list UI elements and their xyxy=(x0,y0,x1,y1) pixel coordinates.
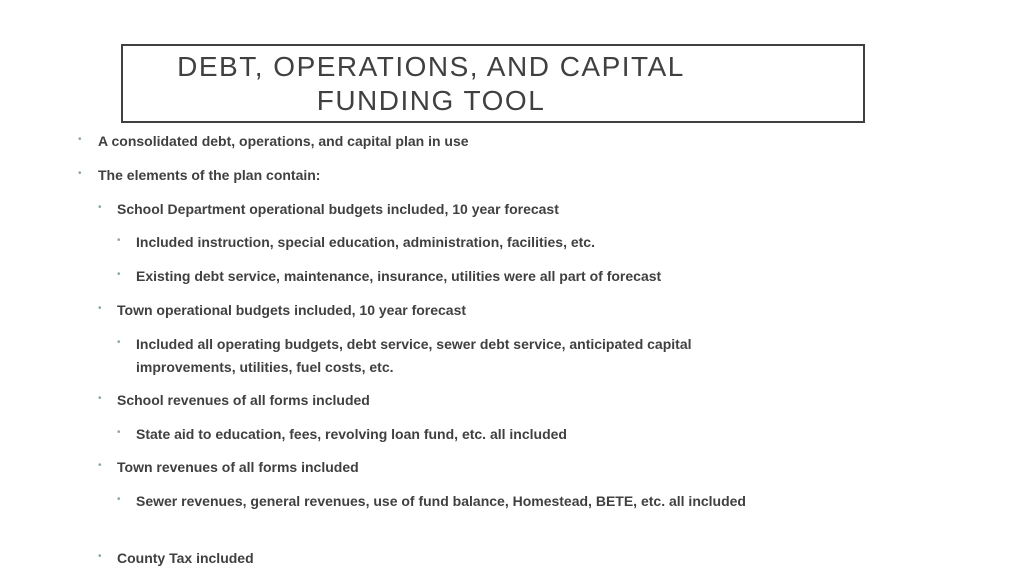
bullet-icon: • xyxy=(117,337,121,348)
bullet-item: State aid to education, fees, revolving loan fund, etc. all included xyxy=(136,426,567,442)
bullet-item: School Department operational budgets included, 10 year forecast xyxy=(117,201,559,217)
bullet-item: The elements of the plan contain: xyxy=(98,167,321,183)
bullet-icon: • xyxy=(98,393,102,404)
bullet-icon: • xyxy=(78,168,82,179)
bullet-item: A consolidated debt, operations, and capital plan in use xyxy=(98,133,469,149)
bullet-icon: • xyxy=(98,202,102,213)
bullet-icon: • xyxy=(117,235,121,246)
bullet-icon: • xyxy=(117,427,121,438)
bullet-icon: • xyxy=(117,269,121,280)
bullet-item: Included all operating budgets, debt service, sewer debt service, anticipated capital improvements, utilities, fuel costs, etc. xyxy=(136,336,692,375)
bullet-icon: • xyxy=(98,551,102,562)
bullet-icon: • xyxy=(78,134,82,145)
bullet-item: School revenues of all forms included xyxy=(117,392,370,408)
bullet-item: Existing debt service, maintenance, insurance, utilities were all part of forecast xyxy=(136,268,662,284)
bullet-item: Sewer revenues, general revenues, use of fund balance, Homestead, BETE, etc. all included xyxy=(136,493,746,509)
bullet-item: Included instruction, special education, administration, facilities, etc. xyxy=(136,234,595,250)
bullet-item: County Tax included xyxy=(117,550,254,566)
slide-title: DEBT, OPERATIONS, AND CAPITAL FUNDING TOOL xyxy=(177,50,685,116)
bullet-icon: • xyxy=(98,303,102,314)
bullet-icon: • xyxy=(98,460,102,471)
bullet-icon: • xyxy=(117,494,121,505)
bullet-item: Town operational budgets included, 10 year forecast xyxy=(117,302,467,318)
bullet-item: Town revenues of all forms included xyxy=(117,459,359,475)
